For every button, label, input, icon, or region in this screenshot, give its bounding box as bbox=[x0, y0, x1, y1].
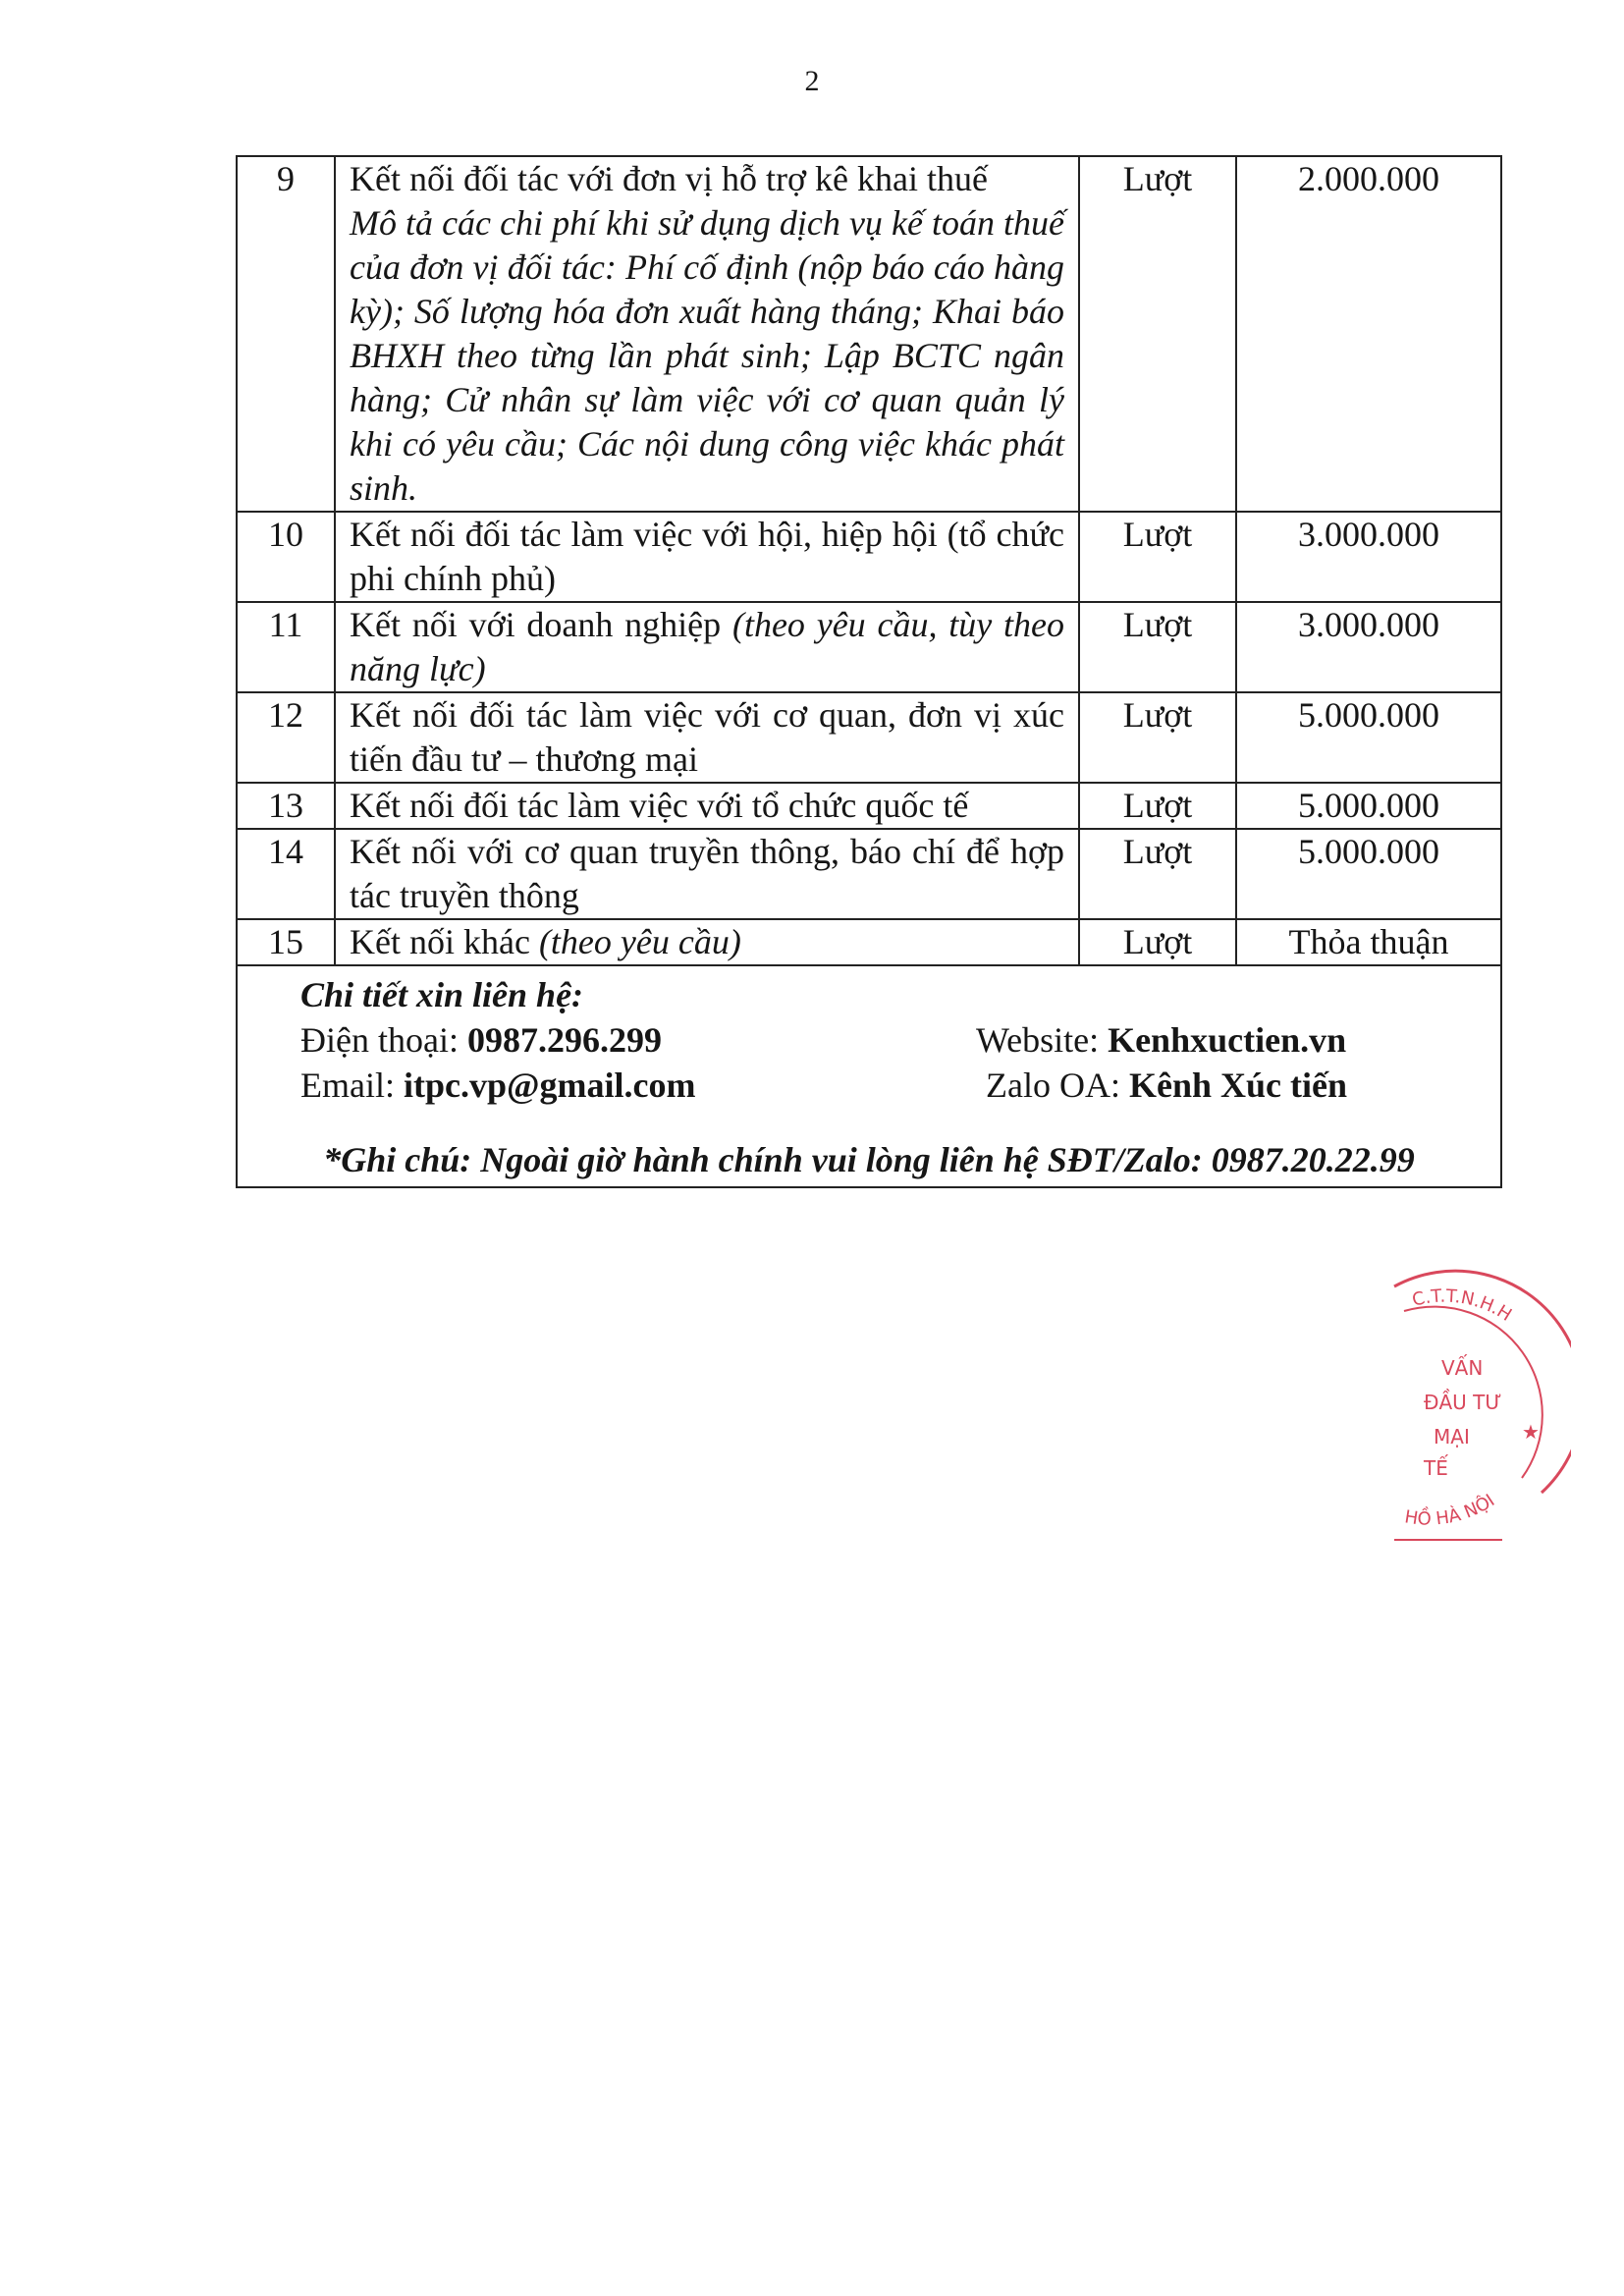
zalo-label: Zalo OA: bbox=[986, 1066, 1129, 1105]
table-row bbox=[237, 919, 1501, 965]
phone-info bbox=[251, 1017, 662, 1063]
table-row bbox=[237, 829, 1501, 919]
service-title-note: (theo yêu cầu, tùy theo năng lực) bbox=[350, 605, 1064, 688]
page-number: 2 bbox=[804, 65, 820, 97]
website-value: Kenhxuctien.vn bbox=[1108, 1020, 1347, 1060]
email-value: itpc.vp@gmail.com bbox=[403, 1066, 696, 1105]
email-label: Email: bbox=[300, 1066, 404, 1105]
row-number: 9 bbox=[237, 156, 335, 512]
stamp-ring-text: C.T.T.N.H.H bbox=[1410, 1285, 1516, 1326]
row-number: 11 bbox=[237, 602, 335, 692]
stamp-line-1: VẤN bbox=[1441, 1356, 1484, 1380]
service-description-cell bbox=[335, 512, 1079, 602]
table-row bbox=[237, 692, 1501, 783]
zalo-value: Kênh Xúc tiến bbox=[1128, 1066, 1347, 1105]
service-description-cell bbox=[335, 692, 1079, 783]
row-number: 12 bbox=[237, 692, 335, 783]
email-info bbox=[251, 1063, 695, 1108]
stamp-line-3: MẠI bbox=[1434, 1425, 1470, 1449]
unit-cell: Lượt bbox=[1079, 692, 1236, 783]
zalo-info bbox=[976, 1063, 1487, 1108]
service-description-cell bbox=[335, 602, 1079, 692]
service-title: Kết nối đối tác làm việc với hội, hiệp hội (tổ chức phi chính phủ) bbox=[350, 515, 1064, 598]
unit-cell: Lượt bbox=[1079, 512, 1236, 602]
contact-row bbox=[237, 965, 1501, 1187]
price-cell: 3.000.000 bbox=[1236, 602, 1501, 692]
table-row bbox=[237, 156, 1501, 512]
unit-cell: Lượt bbox=[1079, 829, 1236, 919]
contact-line-1 bbox=[251, 1017, 1487, 1063]
row-number: 13 bbox=[237, 783, 335, 829]
stamp-line-4: TẾ bbox=[1424, 1456, 1448, 1480]
service-description-cell bbox=[335, 829, 1079, 919]
website-label: Website: bbox=[976, 1020, 1109, 1060]
service-price-table bbox=[236, 155, 1502, 1188]
service-title: Kết nối với doanh nghiệp bbox=[350, 605, 722, 644]
contact-line-2 bbox=[251, 1063, 1487, 1108]
website-info bbox=[976, 1017, 1487, 1063]
price-cell: 5.000.000 bbox=[1236, 829, 1501, 919]
stamp-star-icon: ★ bbox=[1522, 1420, 1540, 1444]
contact-heading: Chi tiết xin liên hệ: bbox=[300, 975, 584, 1014]
table-row bbox=[237, 602, 1501, 692]
row-number: 10 bbox=[237, 512, 335, 602]
service-title: Kết nối đối tác với đơn vị hỗ trợ kê khai thuế bbox=[350, 159, 988, 198]
phone-value: 0987.296.299 bbox=[466, 1020, 662, 1060]
company-stamp bbox=[1375, 1267, 1571, 1561]
unit-cell: Lượt bbox=[1079, 783, 1236, 829]
price-cell: 5.000.000 bbox=[1236, 692, 1501, 783]
price-cell: 2.000.000 bbox=[1236, 156, 1501, 512]
row-number: 14 bbox=[237, 829, 335, 919]
service-title: Kết nối đối tác làm việc với tổ chức quốc tế bbox=[350, 786, 969, 825]
table-body bbox=[237, 156, 1501, 965]
service-title: Kết nối với cơ quan truyền thông, báo chí để hợp tác truyền thông bbox=[350, 832, 1064, 915]
after-hours-note: *Ghi chú: Ngoài giờ hành chính vui lòng liên hệ SĐT/Zalo: 0987.20.22.99 bbox=[323, 1140, 1415, 1179]
service-title: Kết nối đối tác làm việc với cơ quan, đơn vị xúc tiến đầu tư – thương mại bbox=[350, 695, 1064, 779]
price-cell: Thỏa thuận bbox=[1236, 919, 1501, 965]
service-description-cell bbox=[335, 919, 1079, 965]
contact-cell bbox=[237, 965, 1501, 1187]
phone-label: Điện thoại: bbox=[300, 1020, 467, 1060]
price-cell: 5.000.000 bbox=[1236, 783, 1501, 829]
service-description-cell bbox=[335, 156, 1079, 512]
unit-cell: Lượt bbox=[1079, 919, 1236, 965]
stamp-bottom-text: HỒ HÀ NỘI bbox=[1403, 1490, 1499, 1530]
table-row bbox=[237, 512, 1501, 602]
unit-cell: Lượt bbox=[1079, 602, 1236, 692]
price-cell: 3.000.000 bbox=[1236, 512, 1501, 602]
unit-cell: Lượt bbox=[1079, 156, 1236, 512]
stamp-line-2: ĐẦU TƯ bbox=[1424, 1391, 1502, 1414]
service-title-note: (theo yêu cầu) bbox=[538, 922, 741, 961]
row-number: 15 bbox=[237, 919, 335, 965]
table-row bbox=[237, 783, 1501, 829]
service-description-cell bbox=[335, 783, 1079, 829]
service-detail-text: Mô tả các chi phí khi sử dụng dịch vụ kế toán thuế của đơn vị đối tác: Phí cố định (nộp báo cáo hàng kỳ); Số lượng hóa đơn xuất hàng tháng; Khai báo BHXH theo từng lần phát sinh; Lập BCTC ngân hàng; Cử nhân sự làm việc với cơ quan quản lý khi có yêu cầu; Các nội dung công việc khác phát sinh. bbox=[350, 203, 1064, 508]
service-title: Kết nối khác bbox=[350, 922, 530, 961]
